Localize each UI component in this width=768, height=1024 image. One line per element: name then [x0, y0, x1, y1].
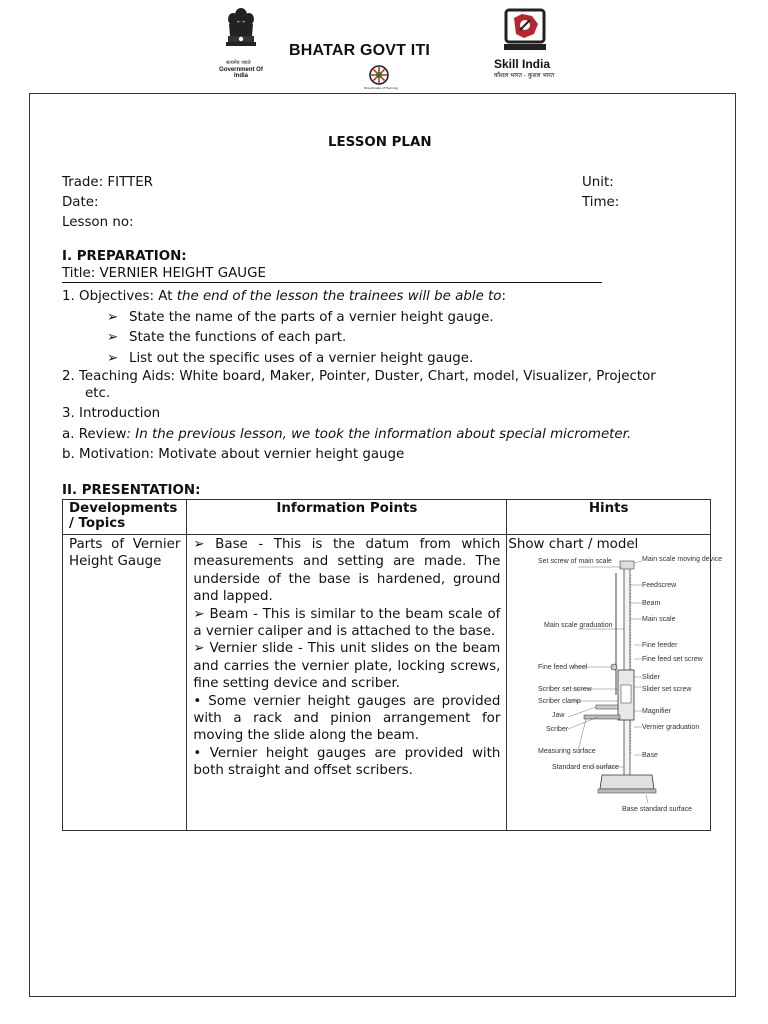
information-points-cell: [187, 535, 507, 831]
topic-text: Parts of Vernier Height Gauge: [69, 537, 181, 570]
diagram-label: Fine feeder: [642, 642, 678, 649]
info-point: ➢ Beam - This is similar to the beam scale of a vernier caliper and is attached to the base.: [193, 606, 501, 640]
info-point: • Vernier height gauges are provided with both straight and offset scribers.: [193, 745, 501, 779]
column-header: Developments / Topics: [63, 500, 187, 535]
diagram-label: Beam: [642, 600, 661, 607]
objective-bullet: [107, 350, 473, 367]
skill-india-name: Skill India: [494, 57, 551, 71]
objectives-italic: the end of the lesson the trainees will be able to: [172, 289, 502, 304]
vernier-height-gauge-diagram: [538, 555, 723, 817]
diagram-label: Main scale graduation: [544, 622, 613, 629]
table-header-row: [63, 500, 711, 535]
trade-field: Trade: FITTER: [62, 175, 153, 190]
motivation-line: b. Motivation: Motivate about vernier height gauge: [62, 447, 405, 462]
column-header: Hints: [507, 500, 711, 535]
diagram-label: Vernier graduation: [642, 724, 700, 731]
diagram-label: Base standard surface: [622, 806, 693, 813]
review-text: : In the previous lesson, we took the information about special micrometer.: [126, 427, 632, 442]
diagram-label: Measuring surface: [538, 748, 596, 755]
objective-text: State the name of the parts of a vernier height gauge.: [129, 310, 494, 325]
review-prefix: a. Review: [62, 427, 127, 442]
diagram-label: Fine feed wheel: [538, 664, 588, 671]
objectives-prefix: 1. Objectives: At: [62, 289, 173, 304]
diagram-label: Standard end surface: [552, 764, 620, 771]
diagram-label: Jaw: [552, 712, 565, 719]
info-point: ➢ Vernier slide - This unit slides on the beam and carries the vernier plate, locking screws, fine setting device and scriber.: [193, 641, 501, 692]
table-row: [63, 535, 711, 831]
arrow-bullet-icon: ➢: [107, 310, 119, 325]
objective-bullet: [107, 309, 494, 326]
review-line: [62, 426, 631, 443]
info-point: ➢ Base - This is the datum from which measurements and setting are made. The underside of the base is hardened, ground and lapped.: [193, 537, 501, 605]
institute-name: BHATAR GOVT ITI: [289, 42, 431, 59]
emblem-caption: Government Of India: [219, 67, 263, 79]
diagram-label: Scriber clamp: [538, 698, 582, 705]
teaching-aids-cont: etc.: [85, 386, 111, 401]
objective-text: List out the specific uses of a vernier height gauge.: [129, 351, 474, 366]
diagram-label: Scriber set screw: [538, 686, 593, 693]
diagram-label: Fine feed set screw: [642, 656, 704, 663]
diagram-label: Base: [642, 752, 659, 759]
date-field: Date:: [62, 195, 99, 210]
section-presentation-heading: II. PRESENTATION:: [62, 483, 201, 498]
section-preparation-heading: I. PREPARATION:: [62, 249, 187, 264]
topic-cell: [63, 535, 187, 831]
hint-text: Show chart / model: [508, 537, 639, 552]
page-header: [0, 0, 768, 92]
lesson-title: Title: VERNIER HEIGHT GAUGE: [62, 265, 602, 283]
page-title: LESSON PLAN: [328, 135, 432, 150]
arrow-bullet-icon: ➢: [107, 351, 119, 366]
introduction-heading: 3. Introduction: [62, 406, 161, 421]
diagram-label: Slider: [642, 674, 661, 681]
objective-text: State the functions of each part.: [129, 330, 347, 345]
column-header: Information Points: [187, 500, 507, 535]
skill-india-tagline: कौशल भारत - कुशल भारत: [494, 72, 555, 79]
diagram-label: Main scale moving device: [642, 556, 723, 563]
skill-india-logo-icon: [500, 8, 550, 60]
hints-cell: [507, 535, 723, 831]
lesson-no-field: Lesson no:: [62, 215, 134, 230]
diagram-label: Set screw of main scale: [538, 558, 613, 565]
unit-field: Unit:: [582, 175, 614, 190]
national-emblem-icon: [212, 6, 270, 60]
objectives-suffix: :: [501, 289, 507, 304]
diagram-label: Magnifier: [642, 708, 672, 715]
iti-logo-caption: Directorate of Training: [364, 86, 398, 90]
info-point: • Some vernier height gauges are provided with a rack and pinion arrangement for moving the slide along the beam.: [193, 693, 501, 744]
objectives-line: [62, 288, 506, 305]
diagram-label: Scriber: [546, 726, 569, 733]
diagram-label: Slider set screw: [642, 686, 692, 693]
arrow-bullet-icon: ➢: [107, 330, 119, 345]
objective-bullet: [107, 329, 346, 346]
presentation-table: [62, 499, 723, 831]
time-field: Time:: [582, 195, 620, 210]
diagram-label: Main scale: [642, 616, 676, 623]
teaching-aids-line: 2. Teaching Aids: White board, Maker, Pointer, Duster, Chart, model, Visualizer, Projector: [62, 369, 656, 384]
diagram-label: Feedscrew: [642, 582, 677, 589]
emblem-motto: सत्यमेव जयते: [226, 60, 251, 66]
